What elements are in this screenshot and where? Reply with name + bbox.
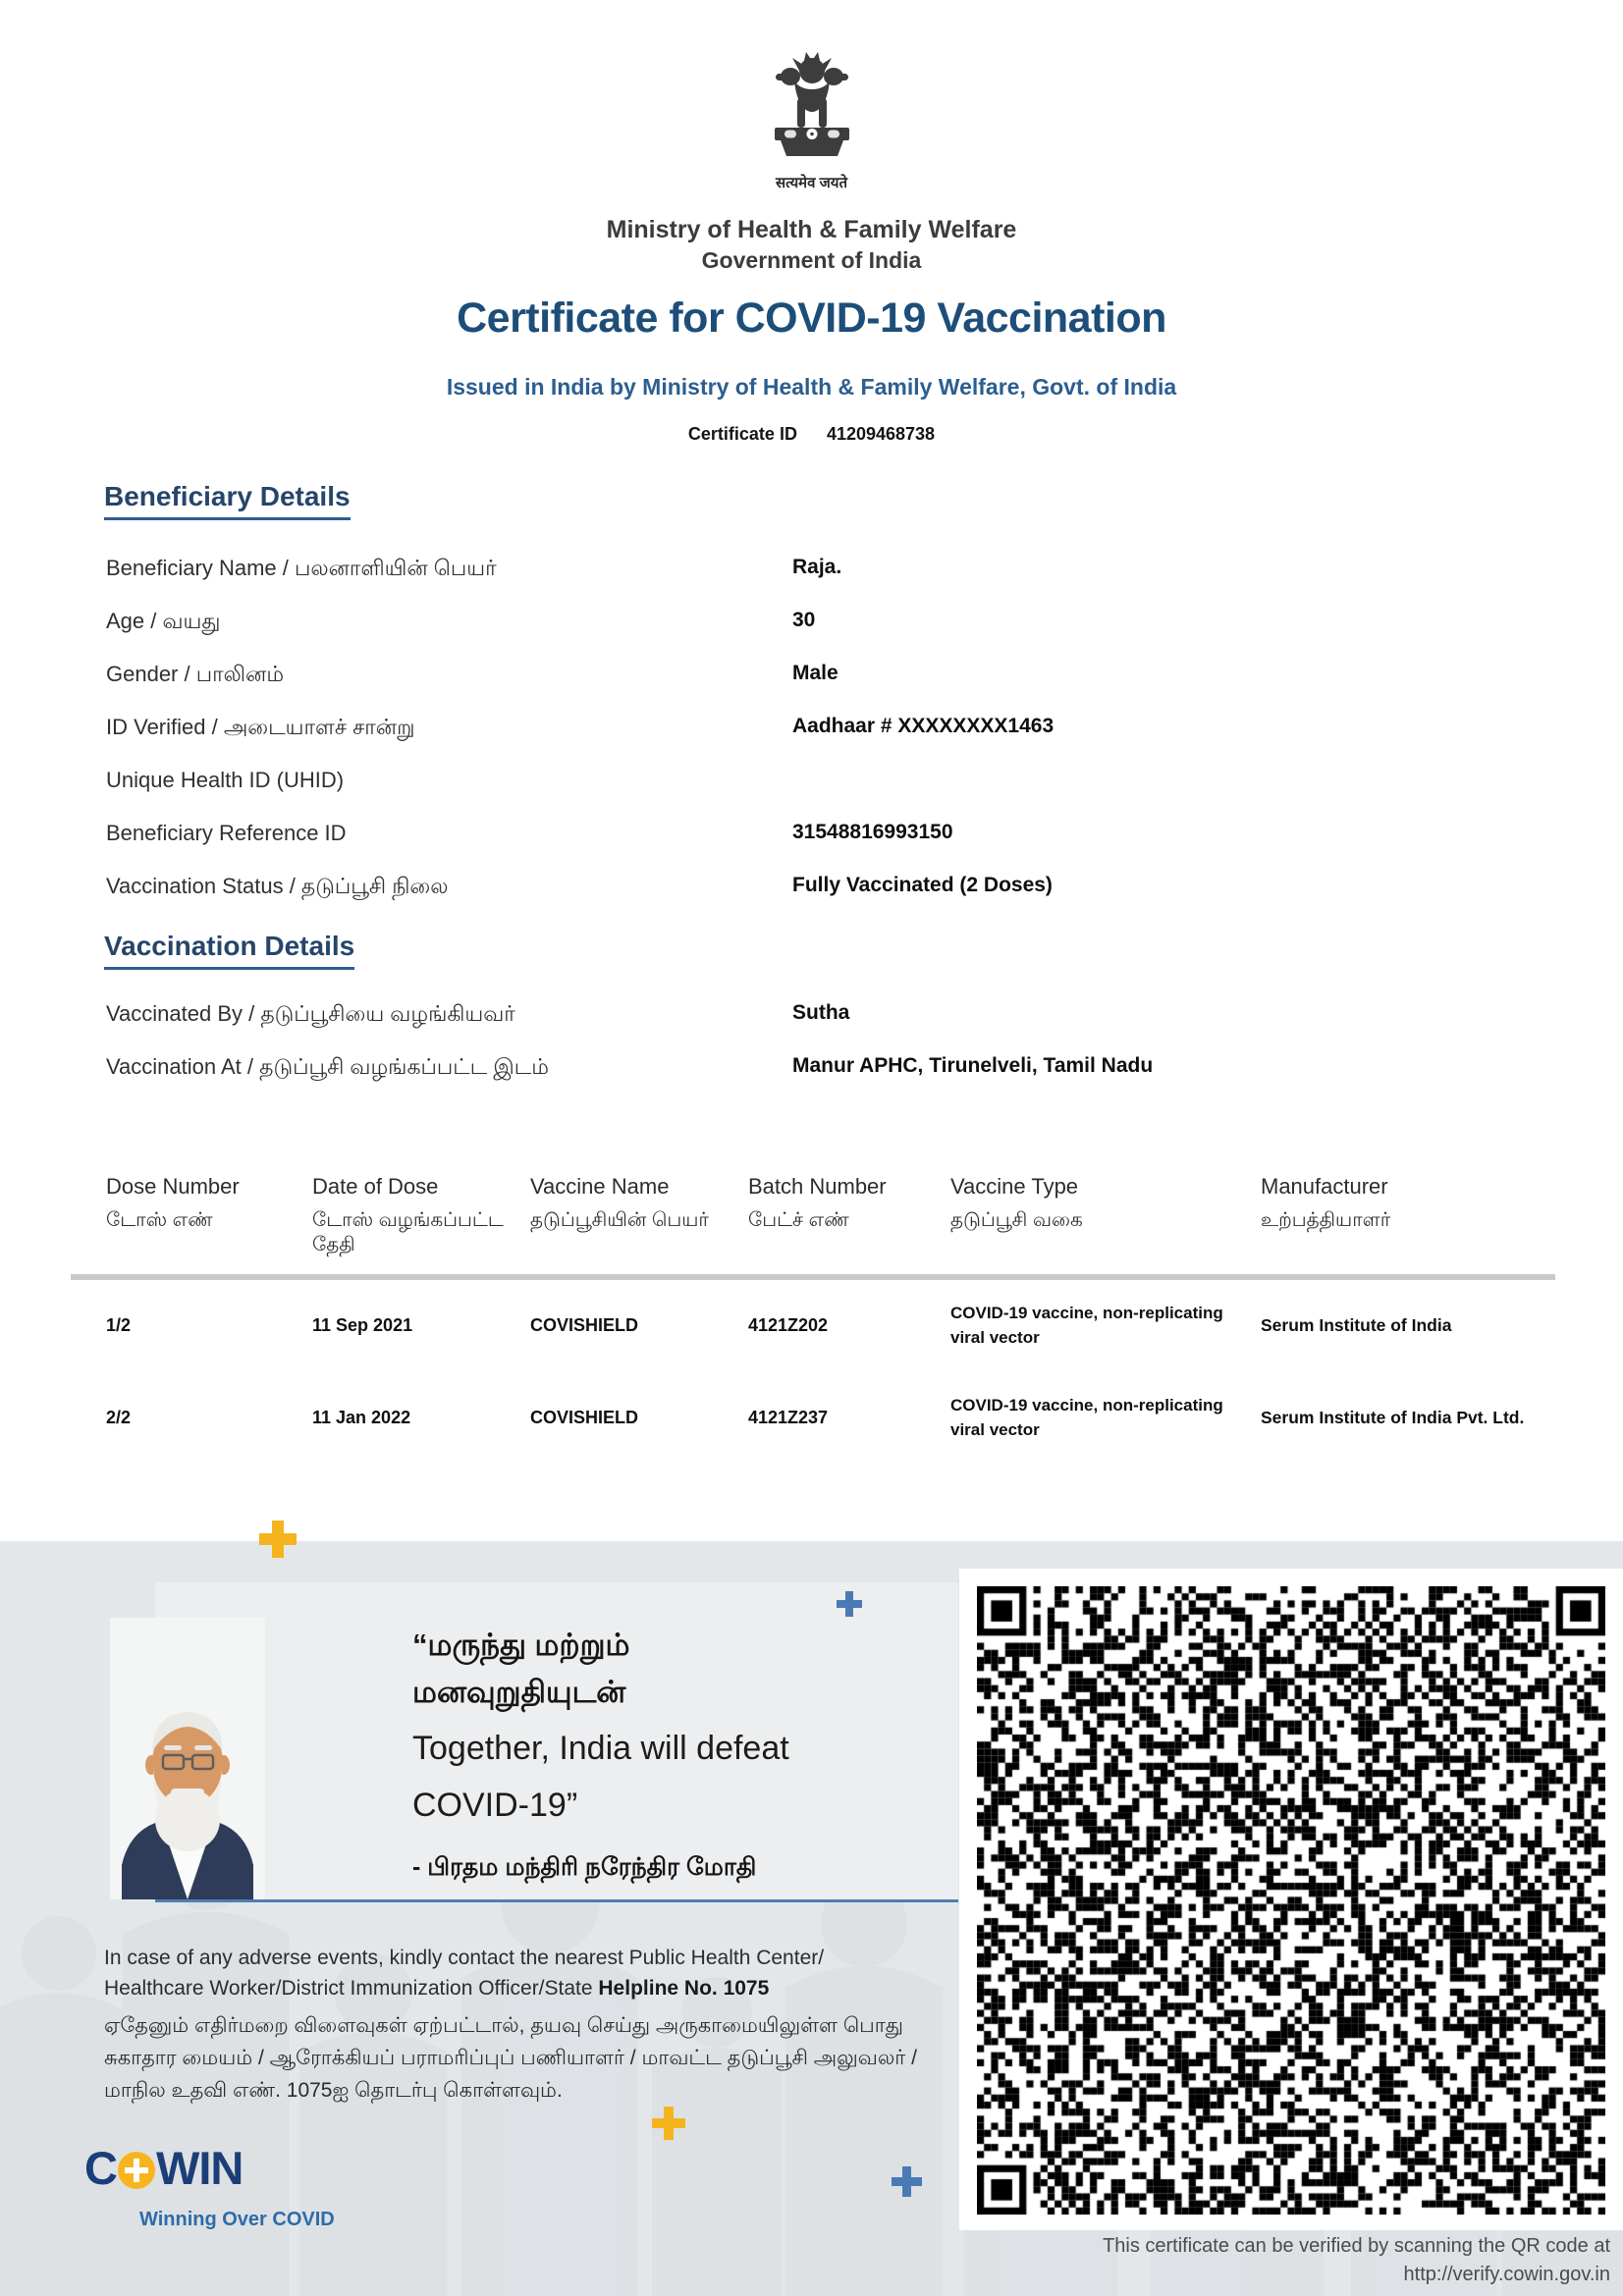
helpline-number: Helpline No. 1075 [598, 1977, 770, 2000]
verify-url: http://verify.cowin.gov.in [1403, 2264, 1610, 2285]
field-label: Beneficiary Reference ID [106, 821, 347, 845]
dose-table-header [0, 1174, 1623, 1257]
column-header: Vaccine Type தடுப்பூசி வகை [950, 1174, 1083, 1231]
column-header: Dose Number டோஸ் எண் [106, 1174, 240, 1231]
qr-panel [959, 1569, 1623, 2230]
verify-note: This certificate can be verified by scanning the QR code at http://verify.cowin.gov.in [1103, 2235, 1610, 2285]
plus-decoration-blue-2 [892, 2166, 922, 2197]
field-value: 31548816993150 [792, 821, 953, 843]
table-row-dose-2 [0, 1372, 1623, 1463]
field-label: Age / வயது [106, 609, 221, 633]
helpline-en-line2: Healthcare Worker/District Immunization Officer/State Helpline No. 1075 [104, 1977, 770, 2000]
field-label: Beneficiary Name / பலனாளியின் பெயர் [106, 556, 497, 580]
field-value: Fully Vaccinated (2 Doses) [792, 874, 1053, 896]
cell-vaccine-type: COVID-19 vaccine, non-replicating viral vector [950, 1303, 1223, 1347]
field-row-id-verified [0, 715, 1623, 744]
page-title: Certificate for COVID-19 Vaccination [457, 294, 1166, 342]
field-row-uhid [0, 768, 1623, 797]
field-value: Raja. [792, 556, 842, 578]
quote-tamil-line1: “மருந்து மற்றும் [412, 1628, 630, 1662]
quote-attribution: - பிரதம மந்திரி நரேந்திர மோதி [412, 1853, 757, 1881]
plus-decoration-yellow-1 [259, 1521, 297, 1558]
cell-batch: 4121Z202 [748, 1314, 829, 1335]
cell-date: 11 Sep 2021 [312, 1314, 413, 1335]
pm-photo [110, 1618, 265, 1904]
field-row-status [0, 874, 1623, 903]
ministry-line: Ministry of Health & Family Welfare [606, 216, 1017, 243]
helpline-ta-line1: ஏதேனும் எதிர்மறை விளைவுகள் ஏற்பட்டால், தயவு செய்து அருகாமையிலுள்ள பொது [104, 2014, 903, 2037]
national-emblem-icon [761, 41, 863, 176]
field-label: Unique Health ID (UHID) [106, 768, 345, 792]
field-row-gender [0, 662, 1623, 691]
table-divider [71, 1274, 1555, 1280]
cowin-logo: C WIN [84, 2142, 243, 2194]
field-label: ID Verified / அடையாளச் சான்று [106, 715, 415, 739]
cell-batch: 4121Z237 [748, 1407, 829, 1427]
cell-dose-number: 1/2 [106, 1314, 132, 1335]
field-value: 30 [792, 609, 816, 631]
emblem-motto: सत्यमेव जयते [775, 175, 848, 191]
cowin-plus-icon [118, 2152, 155, 2189]
qr-code [977, 1586, 1605, 2215]
plus-decoration-yellow-2 [652, 2107, 685, 2140]
quote-english-line1: Together, India will defeat [412, 1730, 789, 1767]
certificate-id-value: 41209468738 [826, 424, 936, 444]
quote-tamil-line2: மனவுறுதியுடன் [412, 1675, 626, 1709]
cell-vaccine-type: COVID-19 vaccine, non-replicating viral vector [950, 1395, 1223, 1439]
field-value: Sutha [792, 1001, 850, 1024]
helpline-ta-line3: மாநில உதவி எண். 1075ஐ தொடர்பு கொள்ளவும். [104, 2079, 563, 2102]
helpline-en-line1: In case of any adverse events, kindly contact the nearest Public Health Center/ [104, 1947, 825, 1969]
column-header: Manufacturer உற்பத்தியாளர் [1261, 1174, 1391, 1231]
field-row-vaccinated-by [0, 1001, 1623, 1031]
field-value: Male [792, 662, 839, 684]
column-header: Batch Number பேட்ச் எண் [748, 1174, 887, 1231]
beneficiary-section-heading: Beneficiary Details [104, 481, 351, 520]
certificate-id-label: Certificate ID [687, 424, 797, 444]
field-value: Aadhaar # XXXXXXXX1463 [792, 715, 1055, 737]
field-row-vaccinated-at [0, 1054, 1623, 1084]
field-row-age [0, 609, 1623, 638]
table-row-dose-1 [0, 1286, 1623, 1364]
page-subtitle: Issued in India by Ministry of Health & Family Welfare, Govt. of India [446, 374, 1177, 400]
field-label: Vaccination At / தடுப்பூசி வழங்கப்பட்ட இடம் [106, 1054, 549, 1079]
field-label: Vaccinated By / தடுப்பூசியை வழங்கியவர் [106, 1001, 515, 1026]
vaccination-section-heading: Vaccination Details [104, 931, 354, 970]
plus-decoration-blue-1 [837, 1591, 862, 1617]
column-header: Date of Dose டோஸ் வழங்கப்பட்ட தேதி [312, 1174, 504, 1255]
cell-dose-number: 2/2 [106, 1407, 132, 1427]
helpline-ta-line2: சுகாதார மையம் / ஆரோக்கியப் பராமரிப்புப் பணியாளர் / மாவட்ட தடுப்பூசி அலுவலர் / [104, 2047, 917, 2069]
government-line: Government of India [701, 247, 922, 273]
certificate-id [0, 424, 1623, 445]
quote-english-line2: COVID-19” [412, 1787, 578, 1824]
cell-vaccine-name: COVISHIELD [530, 1314, 639, 1335]
cell-manufacturer: Serum Institute of India Pvt. Ltd. [1261, 1407, 1525, 1427]
cell-manufacturer: Serum Institute of India [1261, 1314, 1452, 1335]
field-label: Vaccination Status / தடுப்பூசி நிலை [106, 874, 449, 898]
field-label: Gender / பாலினம் [106, 662, 285, 686]
field-value: Manur APHC, Tirunelveli, Tamil Nadu [792, 1054, 1154, 1077]
cell-date: 11 Jan 2022 [312, 1407, 411, 1427]
field-row-reference-id [0, 821, 1623, 850]
cell-vaccine-name: COVISHIELD [530, 1407, 639, 1427]
column-header: Vaccine Name தடுப்பூசியின் பெயர் [530, 1174, 709, 1231]
field-row-name [0, 556, 1623, 585]
cowin-tagline: Winning Over COVID [139, 2209, 335, 2230]
